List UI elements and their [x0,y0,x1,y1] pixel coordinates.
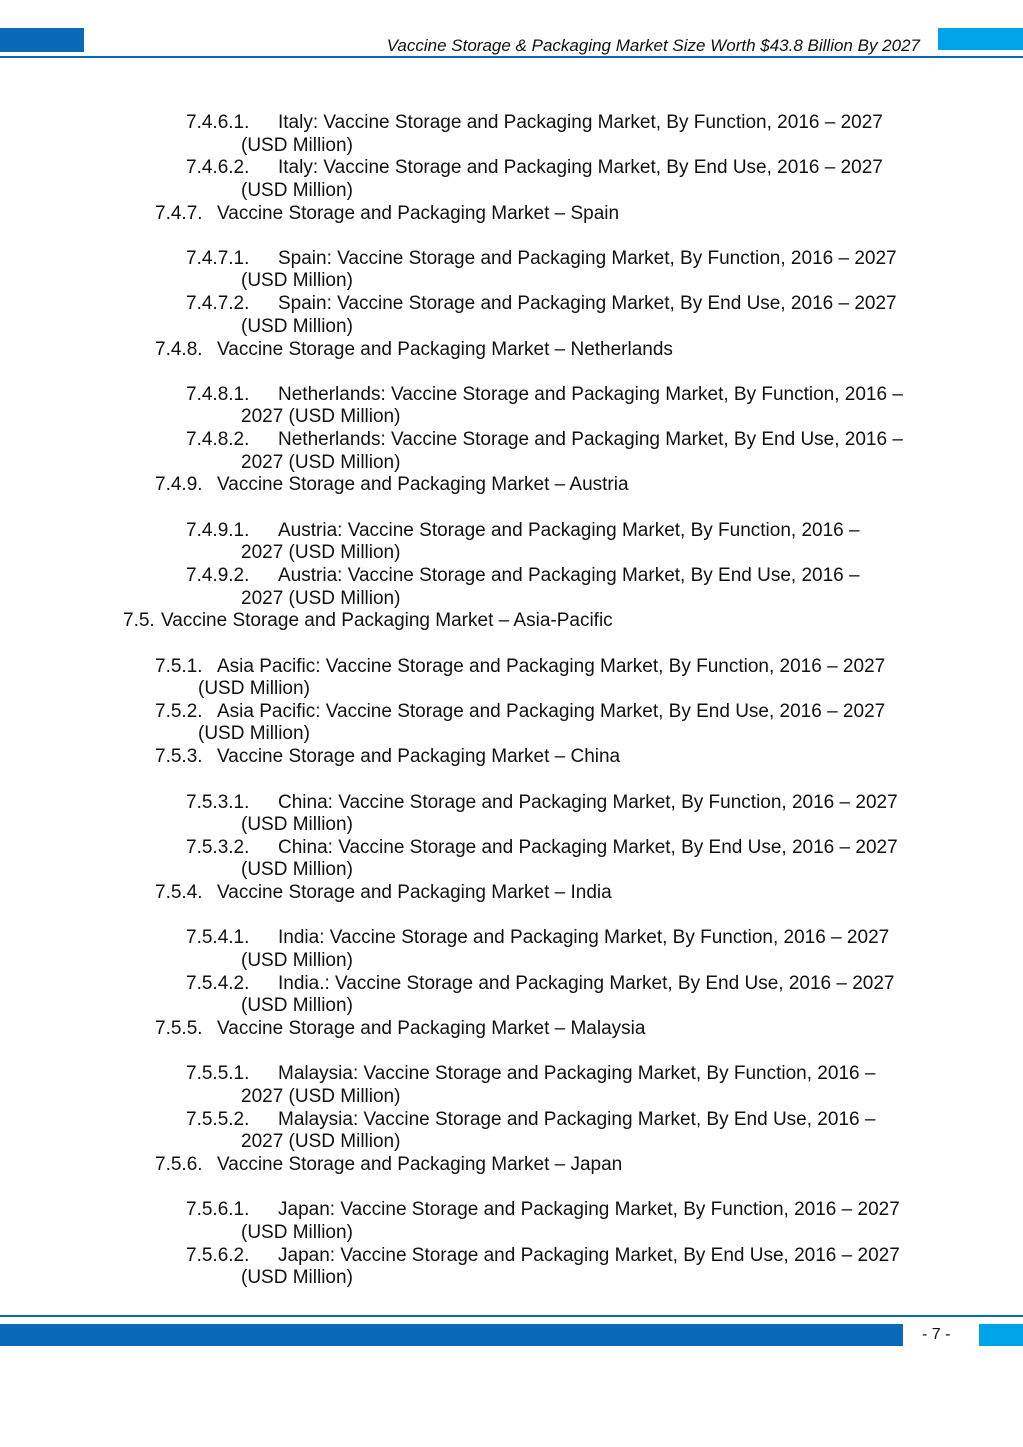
toc-entry-number: 7.5.3.2. [186,836,250,858]
toc-entry[interactable] [186,1199,900,1244]
toc-entry[interactable] [186,112,883,157]
toc-entry[interactable] [155,882,612,905]
toc-entry-title: Japan: Vaccine Storage and Packaging Market, By End Use, 2016 – 2027 [278,1244,900,1266]
toc-entry-number: 7.4.7.1. [186,247,250,269]
toc-entry-title: India.: Vaccine Storage and Packaging Market, By End Use, 2016 – 2027 [278,972,895,994]
toc-entry-number: 7.5.5.1. [186,1063,250,1085]
toc-entry-number: 7.5.5. [155,1018,203,1039]
toc-entry[interactable] [155,203,619,226]
footer-bar [0,1324,903,1346]
toc-entry-number: 7.5.4.2. [186,972,250,994]
toc-entry-continuation: (USD Million) [241,814,353,836]
toc-entry-number: 7.5. [123,610,155,632]
toc-entry-title: Vaccine Storage and Packaging Market – Netherlands [217,338,673,360]
toc-entry[interactable] [186,1245,900,1290]
toc-entry-continuation: 2027 (USD Million) [241,1131,401,1153]
toc-entry-number: 7.5.6.2. [186,1244,250,1266]
toc-entry-title: Vaccine Storage and Packaging Market – Austria [217,474,629,496]
toc-entry-number: 7.4.9. [155,474,203,496]
toc-entry-continuation: 2027 (USD Million) [241,587,401,609]
toc-entry-title: Vaccine Storage and Packaging Market – Asia-Pacific [161,610,613,632]
toc-entry-title: Netherlands: Vaccine Storage and Packaging Market, By Function, 2016 – [278,383,903,405]
toc-entry[interactable] [155,474,629,497]
toc-entry-title: Malaysia: Vaccine Storage and Packaging Market, By Function, 2016 – [278,1063,876,1085]
toc-entry[interactable] [186,973,894,1018]
toc-entry[interactable] [186,1109,875,1154]
toc-entry-continuation: (USD Million) [241,179,353,201]
toc-entry[interactable] [155,701,885,746]
toc-entry-number: 7.5.6. [155,1153,203,1175]
toc-entry-continuation: (USD Million) [241,949,353,971]
toc-entry-number: 7.5.4. [155,882,203,904]
toc-entry-title: India: Vaccine Storage and Packaging Market, By Function, 2016 – 2027 [278,927,890,949]
toc-entry-title: Austria: Vaccine Storage and Packaging Market, By Function, 2016 – [278,519,860,541]
header-rule [0,56,1023,58]
toc-entry[interactable] [186,384,903,429]
toc-entry-title: Vaccine Storage and Packaging Market – Japan [217,1153,623,1175]
toc-entry-title: Japan: Vaccine Storage and Packaging Market, By Function, 2016 – 2027 [278,1199,900,1221]
toc-entry-continuation: (USD Million) [241,315,353,337]
header-accent-right [938,28,1023,50]
toc-entry-number: 7.4.8.1. [186,383,250,405]
toc-entry[interactable] [155,1018,645,1041]
toc-entry[interactable] [155,656,885,701]
toc-entry[interactable] [155,339,673,362]
toc-entry-continuation: (USD Million) [198,723,310,745]
header-title: Vaccine Storage & Packaging Market Size Worth $43.8 Billion By 2027 [386,36,920,55]
footer-accent-right [979,1324,1023,1346]
toc-entry-number: 7.5.5.2. [186,1108,250,1130]
toc-entry-number: 7.5.4.1. [186,927,250,949]
toc-entry-number: 7.4.9.2. [186,565,250,586]
toc-entry-number: 7.5.3.1. [186,791,250,813]
toc-entry-title: Vaccine Storage and Packaging Market – Malaysia [217,1018,646,1039]
toc-entry-title: Italy: Vaccine Storage and Packaging Market, By End Use, 2016 – 2027 [278,157,883,179]
toc-entry-continuation: (USD Million) [241,270,353,292]
toc-entry[interactable] [186,293,897,338]
toc-entry[interactable] [186,1063,875,1108]
toc-entry-title: Vaccine Storage and Packaging Market – India [217,882,612,904]
toc-entry[interactable] [186,429,903,474]
toc-entry-number: 7.4.8. [155,338,203,360]
toc-entry-title: Malaysia: Vaccine Storage and Packaging Market, By End Use, 2016 – [278,1108,876,1130]
toc-entry-number: 7.4.9.1. [186,519,250,541]
toc-entry-number: 7.4.7. [155,202,203,224]
toc-entry-title: Vaccine Storage and Packaging Market – Spain [217,202,620,224]
toc-entry-continuation: (USD Million) [241,859,353,881]
toc-entry-number: 7.4.6.1. [186,112,250,133]
toc-entry-number: 7.5.3. [155,746,203,768]
toc-entry-number: 7.4.8.2. [186,429,250,451]
toc-entry-continuation: (USD Million) [198,678,310,700]
toc-entry[interactable] [155,746,620,769]
toc-entry-continuation: 2027 (USD Million) [241,542,401,564]
toc-entry[interactable] [186,792,898,837]
toc-entry[interactable] [155,1154,622,1177]
toc-entry-continuation: (USD Million) [241,1221,353,1243]
toc-entry-title: Vaccine Storage and Packaging Market – China [217,746,621,768]
toc-entry-continuation: (USD Million) [241,1267,353,1289]
toc-entry-number: 7.5.2. [155,700,203,722]
toc-entry-title: Austria: Vaccine Storage and Packaging Market, By End Use, 2016 – [278,565,860,586]
toc-entry-title: Spain: Vaccine Storage and Packaging Market, By End Use, 2016 – 2027 [278,293,897,315]
toc-entry[interactable] [186,520,860,565]
toc-entry-title: Asia Pacific: Vaccine Storage and Packaging Market, By Function, 2016 – 2027 [217,655,886,677]
toc-entry[interactable] [186,248,897,293]
toc-entry[interactable] [186,565,860,610]
toc-entry-title: Asia Pacific: Vaccine Storage and Packaging Market, By End Use, 2016 – 2027 [217,700,886,722]
toc-entry-continuation: 2027 (USD Million) [241,406,401,428]
toc-entry-title: Netherlands: Vaccine Storage and Packaging Market, By End Use, 2016 – [278,429,903,451]
toc-entry[interactable] [123,610,613,633]
toc-entry-number: 7.5.6.1. [186,1199,250,1221]
page-number: - 7 - [922,1326,951,1343]
toc-entry-number: 7.5.1. [155,655,203,677]
toc-entry-continuation: (USD Million) [241,995,353,1017]
toc-entry-title: China: Vaccine Storage and Packaging Market, By End Use, 2016 – 2027 [278,836,898,858]
toc-entry-number: 7.4.6.2. [186,157,250,179]
toc-entry[interactable] [186,837,898,882]
toc-entry-title: Italy: Vaccine Storage and Packaging Market, By Function, 2016 – 2027 [278,112,883,133]
toc-entry[interactable] [186,927,889,972]
toc-entry-continuation: 2027 (USD Million) [241,1085,401,1107]
header-accent-left [0,28,84,52]
toc-entry-number: 7.4.7.2. [186,293,250,315]
toc-entry-title: China: Vaccine Storage and Packaging Market, By Function, 2016 – 2027 [278,791,898,813]
toc-entry[interactable] [186,157,883,202]
toc-entry-title: Spain: Vaccine Storage and Packaging Market, By Function, 2016 – 2027 [278,247,897,269]
toc-entry-continuation: (USD Million) [241,134,353,156]
footer-rule [0,1315,1023,1317]
toc-entry-continuation: 2027 (USD Million) [241,451,401,473]
